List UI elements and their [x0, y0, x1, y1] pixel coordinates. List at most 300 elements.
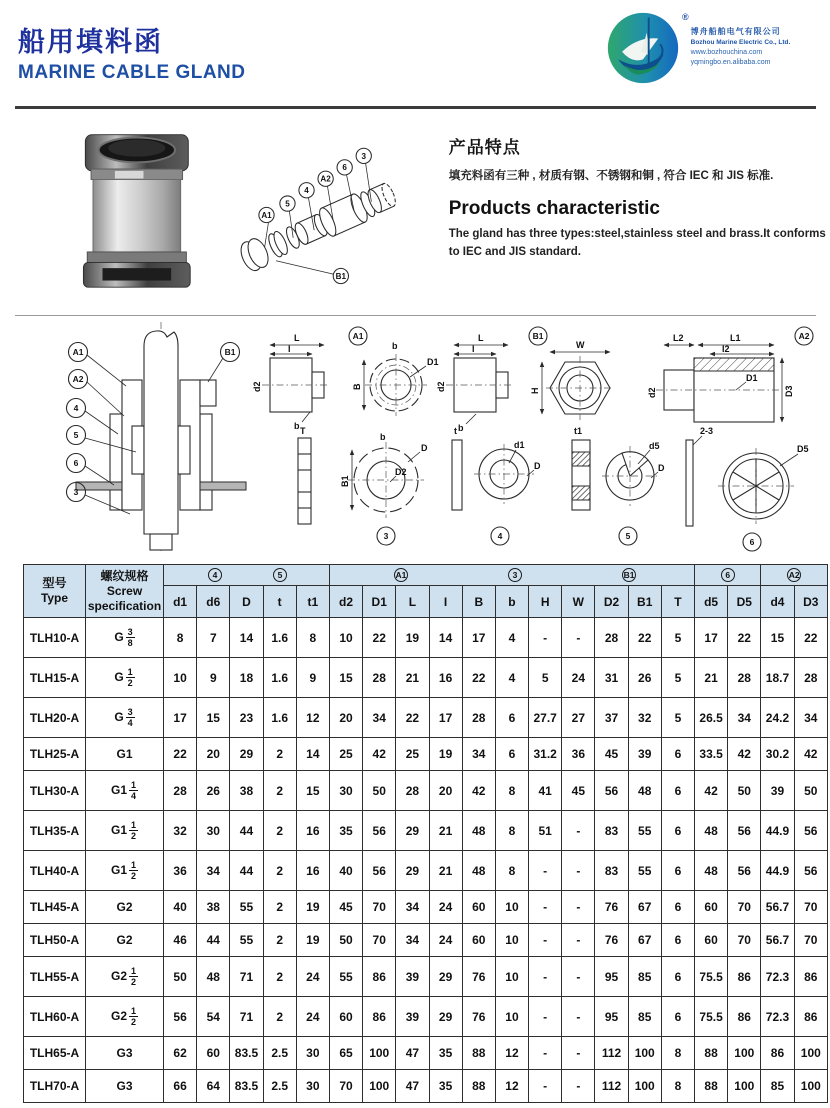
value-cell: 27 — [562, 698, 595, 738]
value-cell: 8 — [495, 771, 528, 811]
column-header: H — [529, 586, 562, 618]
svg-text:b: b — [392, 341, 398, 351]
svg-text:6: 6 — [73, 458, 79, 468]
value-cell: - — [529, 924, 562, 957]
value-cell: 40 — [329, 851, 362, 891]
value-cell: - — [562, 957, 595, 997]
value-cell: - — [562, 811, 595, 851]
value-cell: 25 — [396, 738, 429, 771]
value-cell: 16 — [296, 851, 329, 891]
value-cell: 56.7 — [761, 891, 794, 924]
value-cell: 24 — [296, 957, 329, 997]
company-logo — [605, 10, 820, 86]
value-cell: 26 — [197, 771, 230, 811]
value-cell: 17 — [462, 618, 495, 658]
value-cell: 48 — [462, 851, 495, 891]
table-row — [24, 738, 828, 771]
value-cell: 100 — [728, 1070, 761, 1103]
value-cell: 56 — [794, 851, 827, 891]
value-cell: 4 — [495, 618, 528, 658]
spec-cell: G $\frac{1}{2}$ — [86, 658, 164, 698]
value-cell: 16 — [429, 658, 462, 698]
value-cell: 2 — [263, 891, 296, 924]
value-cell: 21 — [429, 851, 462, 891]
svg-text:A1: A1 — [352, 331, 364, 341]
value-cell: 100 — [794, 1037, 827, 1070]
value-cell: 34 — [363, 698, 396, 738]
value-cell: - — [562, 1070, 595, 1103]
value-cell: 2 — [263, 771, 296, 811]
value-cell: 22 — [164, 738, 197, 771]
column-header: W — [562, 586, 595, 618]
svg-text:d2: d2 — [647, 387, 657, 398]
value-cell: 83.5 — [230, 1037, 263, 1070]
value-cell: 6 — [661, 811, 694, 851]
value-cell: 46 — [164, 924, 197, 957]
value-cell: 28 — [396, 771, 429, 811]
table-row — [24, 1070, 828, 1103]
type-cell: TLH70-A — [24, 1070, 86, 1103]
table-row — [24, 997, 828, 1037]
value-cell: 35 — [429, 1070, 462, 1103]
value-cell: 6 — [495, 738, 528, 771]
value-cell: 34 — [396, 924, 429, 957]
value-cell: 100 — [728, 1037, 761, 1070]
value-cell: 71 — [230, 957, 263, 997]
svg-text:D3: D3 — [784, 385, 794, 397]
value-cell: 60 — [695, 924, 728, 957]
value-cell: 24 — [296, 997, 329, 1037]
value-cell: 20 — [329, 698, 362, 738]
value-cell: 8 — [495, 811, 528, 851]
type-cell: TLH55-A — [24, 957, 86, 997]
features-body-en: The gland has three types:steel,stainless steel and brass.It conforms to IEC and JIS standard. — [448, 228, 826, 258]
svg-text:3: 3 — [73, 487, 79, 497]
svg-text:B1: B1 — [335, 271, 346, 281]
value-cell: 8 — [296, 618, 329, 658]
svg-text:6: 6 — [749, 537, 755, 547]
value-cell: 44.9 — [761, 811, 794, 851]
page-title-cn: 船用填料函 — [18, 27, 163, 57]
value-cell: 85 — [628, 957, 661, 997]
features-body-cn: 填充料函有三种 , 材质有钢、不锈钢和铜 , 符合 IEC 和 JIS 标准. — [448, 170, 774, 182]
value-cell: 42 — [695, 771, 728, 811]
value-cell: 14 — [429, 618, 462, 658]
svg-text:T: T — [300, 426, 306, 436]
value-cell: 95 — [595, 957, 628, 997]
svg-text:5: 5 — [73, 430, 79, 440]
group-header — [329, 565, 694, 586]
view-3 — [298, 426, 428, 545]
value-cell: 55 — [230, 924, 263, 957]
value-cell: 33.5 — [695, 738, 728, 771]
column-header: d1 — [164, 586, 197, 618]
type-cell: TLH15-A — [24, 658, 86, 698]
value-cell: 39 — [396, 997, 429, 1037]
value-cell: 60 — [197, 1037, 230, 1070]
value-cell: 40 — [164, 891, 197, 924]
value-cell: 5 — [529, 658, 562, 698]
value-cell: 15 — [197, 698, 230, 738]
type-cell: TLH25-A — [24, 738, 86, 771]
type-cell: TLH65-A — [24, 1037, 86, 1070]
svg-text:D1: D1 — [746, 373, 758, 383]
value-cell: 32 — [164, 811, 197, 851]
view-6 — [686, 426, 809, 551]
value-cell: - — [562, 618, 595, 658]
value-cell: 4 — [495, 658, 528, 698]
table-row — [24, 957, 828, 997]
value-cell: 2 — [263, 957, 296, 997]
value-cell: 35 — [429, 1037, 462, 1070]
value-cell: 48 — [628, 771, 661, 811]
col-header-type: 型号 Type — [24, 565, 86, 618]
value-cell: 20 — [429, 771, 462, 811]
value-cell: 48 — [462, 811, 495, 851]
svg-text:4: 4 — [303, 186, 309, 196]
view-a2 — [647, 327, 813, 422]
value-cell: 12 — [495, 1070, 528, 1103]
col-header-spec: 螺纹规格 Screw specification — [86, 565, 164, 618]
value-cell: 48 — [197, 957, 230, 997]
svg-text:b: b — [294, 421, 300, 431]
value-cell: 6 — [661, 851, 694, 891]
svg-text:D5: D5 — [797, 444, 809, 454]
value-cell: 21 — [429, 811, 462, 851]
svg-text:6: 6 — [342, 163, 347, 173]
svg-text:d5: d5 — [649, 441, 660, 451]
value-cell: 44 — [230, 811, 263, 851]
svg-text:t1: t1 — [574, 426, 583, 436]
value-cell: - — [529, 618, 562, 658]
svg-text:b: b — [458, 423, 464, 433]
value-cell: 38 — [197, 891, 230, 924]
svg-text:D: D — [658, 463, 665, 473]
value-cell: - — [562, 1037, 595, 1070]
svg-text:2-3: 2-3 — [700, 426, 714, 436]
svg-text:A1: A1 — [260, 210, 272, 220]
type-cell: TLH20-A — [24, 698, 86, 738]
value-cell: 44 — [197, 924, 230, 957]
value-cell: 76 — [595, 924, 628, 957]
value-cell: 86 — [363, 997, 396, 1037]
exploded-parts — [237, 179, 399, 274]
value-cell: 22 — [462, 658, 495, 698]
type-cell: TLH35-A — [24, 811, 86, 851]
value-cell: 85 — [761, 1070, 794, 1103]
table-row — [24, 698, 828, 738]
value-cell: 51 — [529, 811, 562, 851]
svg-text:5: 5 — [625, 531, 631, 541]
value-cell: 100 — [363, 1070, 396, 1103]
value-cell: 95 — [595, 997, 628, 1037]
value-cell: 100 — [794, 1070, 827, 1103]
value-cell: 15 — [761, 618, 794, 658]
value-cell: 32 — [628, 698, 661, 738]
value-cell: 5 — [661, 658, 694, 698]
dimension-table — [23, 564, 828, 1103]
table-row — [24, 851, 828, 891]
value-cell: 42 — [363, 738, 396, 771]
value-cell: 42 — [462, 771, 495, 811]
value-cell: 38 — [230, 771, 263, 811]
value-cell: 86 — [728, 997, 761, 1037]
value-cell: 26 — [628, 658, 661, 698]
value-cell: 29 — [429, 997, 462, 1037]
spec-cell: G $\frac{3}{8}$ — [86, 618, 164, 658]
value-cell: 2 — [263, 924, 296, 957]
value-cell: 10 — [164, 658, 197, 698]
value-cell: 10 — [329, 618, 362, 658]
value-cell: 28 — [794, 658, 827, 698]
column-header: T — [661, 586, 694, 618]
value-cell: 35 — [329, 811, 362, 851]
value-cell: 76 — [462, 997, 495, 1037]
value-cell: 100 — [628, 1037, 661, 1070]
value-cell: 10 — [495, 891, 528, 924]
technical-drawings — [0, 316, 830, 556]
value-cell: 24 — [429, 891, 462, 924]
spec-cell: G3 — [86, 1037, 164, 1070]
value-cell: 70 — [794, 891, 827, 924]
svg-text:d1: d1 — [514, 440, 525, 450]
svg-text:d2: d2 — [252, 381, 262, 392]
value-cell: 86 — [761, 1037, 794, 1070]
value-cell: 86 — [794, 997, 827, 1037]
value-cell: 28 — [363, 658, 396, 698]
column-header: I — [429, 586, 462, 618]
value-cell: - — [529, 957, 562, 997]
value-cell: 44.9 — [761, 851, 794, 891]
company-url-1: www.bozhouchina.com — [690, 49, 763, 56]
value-cell: 85 — [628, 997, 661, 1037]
value-cell: 47 — [396, 1070, 429, 1103]
value-cell: 88 — [462, 1070, 495, 1103]
value-cell: 75.5 — [695, 997, 728, 1037]
value-cell: 1.6 — [263, 618, 296, 658]
value-cell: 60 — [695, 891, 728, 924]
value-cell: 67 — [628, 924, 661, 957]
features-block — [449, 125, 830, 311]
svg-text:D1: D1 — [427, 357, 439, 367]
value-cell: 45 — [329, 891, 362, 924]
spec-cell: G2 $\frac{1}{2}$ — [86, 997, 164, 1037]
svg-text:A1: A1 — [72, 347, 84, 357]
value-cell: 45 — [562, 771, 595, 811]
value-cell: 50 — [363, 771, 396, 811]
type-cell: TLH30-A — [24, 771, 86, 811]
value-cell: 31.2 — [529, 738, 562, 771]
column-header: B — [462, 586, 495, 618]
value-cell: 34 — [396, 891, 429, 924]
value-cell: 88 — [695, 1070, 728, 1103]
view-4 — [452, 426, 541, 545]
value-cell: 70 — [728, 924, 761, 957]
value-cell: 29 — [429, 957, 462, 997]
table-row — [24, 618, 828, 658]
svg-text:H: H — [530, 387, 540, 394]
value-cell: 17 — [164, 698, 197, 738]
value-cell: 1.6 — [263, 698, 296, 738]
value-cell: 6 — [661, 957, 694, 997]
value-cell: 30 — [197, 811, 230, 851]
value-cell: 30 — [296, 1070, 329, 1103]
svg-text:D: D — [534, 461, 541, 471]
value-cell: 47 — [396, 1037, 429, 1070]
circled-part-label: 6 — [721, 568, 735, 582]
svg-text:L1: L1 — [730, 333, 741, 343]
value-cell: 12 — [296, 698, 329, 738]
svg-text:A2: A2 — [320, 174, 331, 184]
type-cell: TLH45-A — [24, 891, 86, 924]
spec-cell: G1 $\frac{1}{4}$ — [86, 771, 164, 811]
group-header — [761, 565, 828, 586]
value-cell: - — [529, 851, 562, 891]
column-header: d6 — [197, 586, 230, 618]
column-header: t — [263, 586, 296, 618]
column-header: D — [230, 586, 263, 618]
value-cell: 30 — [329, 771, 362, 811]
column-header: D5 — [728, 586, 761, 618]
value-cell: 76 — [462, 957, 495, 997]
value-cell: 55 — [230, 891, 263, 924]
column-header: D1 — [363, 586, 396, 618]
spec-cell: G1 $\frac{1}{2}$ — [86, 811, 164, 851]
logo-globe-icon — [605, 10, 681, 86]
value-cell: 2 — [263, 738, 296, 771]
value-cell: - — [529, 997, 562, 1037]
value-cell: 2 — [263, 811, 296, 851]
value-cell: 7 — [197, 618, 230, 658]
value-cell: 50 — [794, 771, 827, 811]
value-cell: 86 — [363, 957, 396, 997]
svg-text:D: D — [421, 443, 428, 453]
value-cell: 5 — [661, 618, 694, 658]
svg-text:4: 4 — [497, 531, 503, 541]
features-heading-en: Products characteristic — [448, 198, 660, 219]
column-header: D2 — [595, 586, 628, 618]
value-cell: 15 — [296, 771, 329, 811]
value-cell: 70 — [363, 891, 396, 924]
value-cell: - — [562, 924, 595, 957]
value-cell: 28 — [595, 618, 628, 658]
value-cell: 48 — [695, 851, 728, 891]
spec-cell: G2 — [86, 891, 164, 924]
value-cell: 88 — [695, 1037, 728, 1070]
product-photo — [72, 125, 202, 295]
svg-text:W: W — [576, 340, 585, 350]
value-cell: 22 — [396, 698, 429, 738]
value-cell: 83.5 — [230, 1070, 263, 1103]
value-cell: 27.7 — [529, 698, 562, 738]
svg-text:d2: d2 — [436, 381, 446, 392]
value-cell: 70 — [794, 924, 827, 957]
column-header: B1 — [628, 586, 661, 618]
value-cell: 55 — [329, 957, 362, 997]
value-cell: 50 — [329, 924, 362, 957]
value-cell: 100 — [363, 1037, 396, 1070]
value-cell: 28 — [462, 698, 495, 738]
value-cell: 17 — [429, 698, 462, 738]
value-cell: 60 — [462, 891, 495, 924]
svg-text:3: 3 — [361, 151, 366, 161]
svg-text:3: 3 — [383, 531, 389, 541]
spec-cell: G3 — [86, 1070, 164, 1103]
value-cell: 29 — [230, 738, 263, 771]
value-cell: 8 — [661, 1070, 694, 1103]
value-cell: 56.7 — [761, 924, 794, 957]
type-cell: TLH40-A — [24, 851, 86, 891]
view-b1 — [436, 327, 614, 433]
svg-text:4: 4 — [73, 403, 79, 413]
view-5 — [572, 426, 665, 545]
value-cell: 19 — [429, 738, 462, 771]
value-cell: 6 — [661, 997, 694, 1037]
value-cell: 25 — [329, 738, 362, 771]
view-a1 — [252, 327, 439, 431]
value-cell: 55 — [628, 851, 661, 891]
value-cell: 30.2 — [761, 738, 794, 771]
value-cell: 66 — [164, 1070, 197, 1103]
spec-cell: G $\frac{3}{4}$ — [86, 698, 164, 738]
value-cell: 21 — [695, 658, 728, 698]
value-cell: 56 — [728, 811, 761, 851]
value-cell: 23 — [230, 698, 263, 738]
value-cell: 34 — [728, 698, 761, 738]
value-cell: 60 — [329, 997, 362, 1037]
value-cell: 19 — [296, 891, 329, 924]
value-cell: 34 — [197, 851, 230, 891]
value-cell: 14 — [230, 618, 263, 658]
value-cell: 22 — [363, 618, 396, 658]
value-cell: 6 — [661, 924, 694, 957]
column-header: D3 — [794, 586, 827, 618]
value-cell: 112 — [595, 1070, 628, 1103]
value-cell: - — [562, 891, 595, 924]
value-cell: 15 — [329, 658, 362, 698]
value-cell: 37 — [595, 698, 628, 738]
svg-text:L: L — [294, 333, 300, 343]
value-cell: 24.2 — [761, 698, 794, 738]
value-cell: 22 — [794, 618, 827, 658]
value-cell: 8 — [164, 618, 197, 658]
spec-cell: G2 — [86, 924, 164, 957]
value-cell: 16 — [296, 811, 329, 851]
value-cell: 48 — [695, 811, 728, 851]
svg-text:B1: B1 — [224, 347, 236, 357]
column-header: d2 — [329, 586, 362, 618]
company-name-cn: 博舟船舶电气有限公司 — [690, 27, 781, 36]
column-header: b — [495, 586, 528, 618]
value-cell: 65 — [329, 1037, 362, 1070]
svg-text:A2: A2 — [72, 374, 84, 384]
value-cell: 56 — [794, 811, 827, 851]
value-cell: 34 — [794, 698, 827, 738]
group-header — [695, 565, 761, 586]
circled-part-label: A1 — [395, 570, 407, 580]
spec-cell: G1 — [86, 738, 164, 771]
table-row — [24, 891, 828, 924]
value-cell: 9 — [296, 658, 329, 698]
value-cell: 41 — [529, 771, 562, 811]
svg-text:B1: B1 — [340, 475, 350, 487]
value-cell: 28 — [728, 658, 761, 698]
table-row — [24, 1037, 828, 1070]
value-cell: 83 — [595, 851, 628, 891]
value-cell: 10 — [495, 957, 528, 997]
svg-text:L: L — [478, 333, 484, 343]
svg-text:I: I — [472, 344, 475, 354]
